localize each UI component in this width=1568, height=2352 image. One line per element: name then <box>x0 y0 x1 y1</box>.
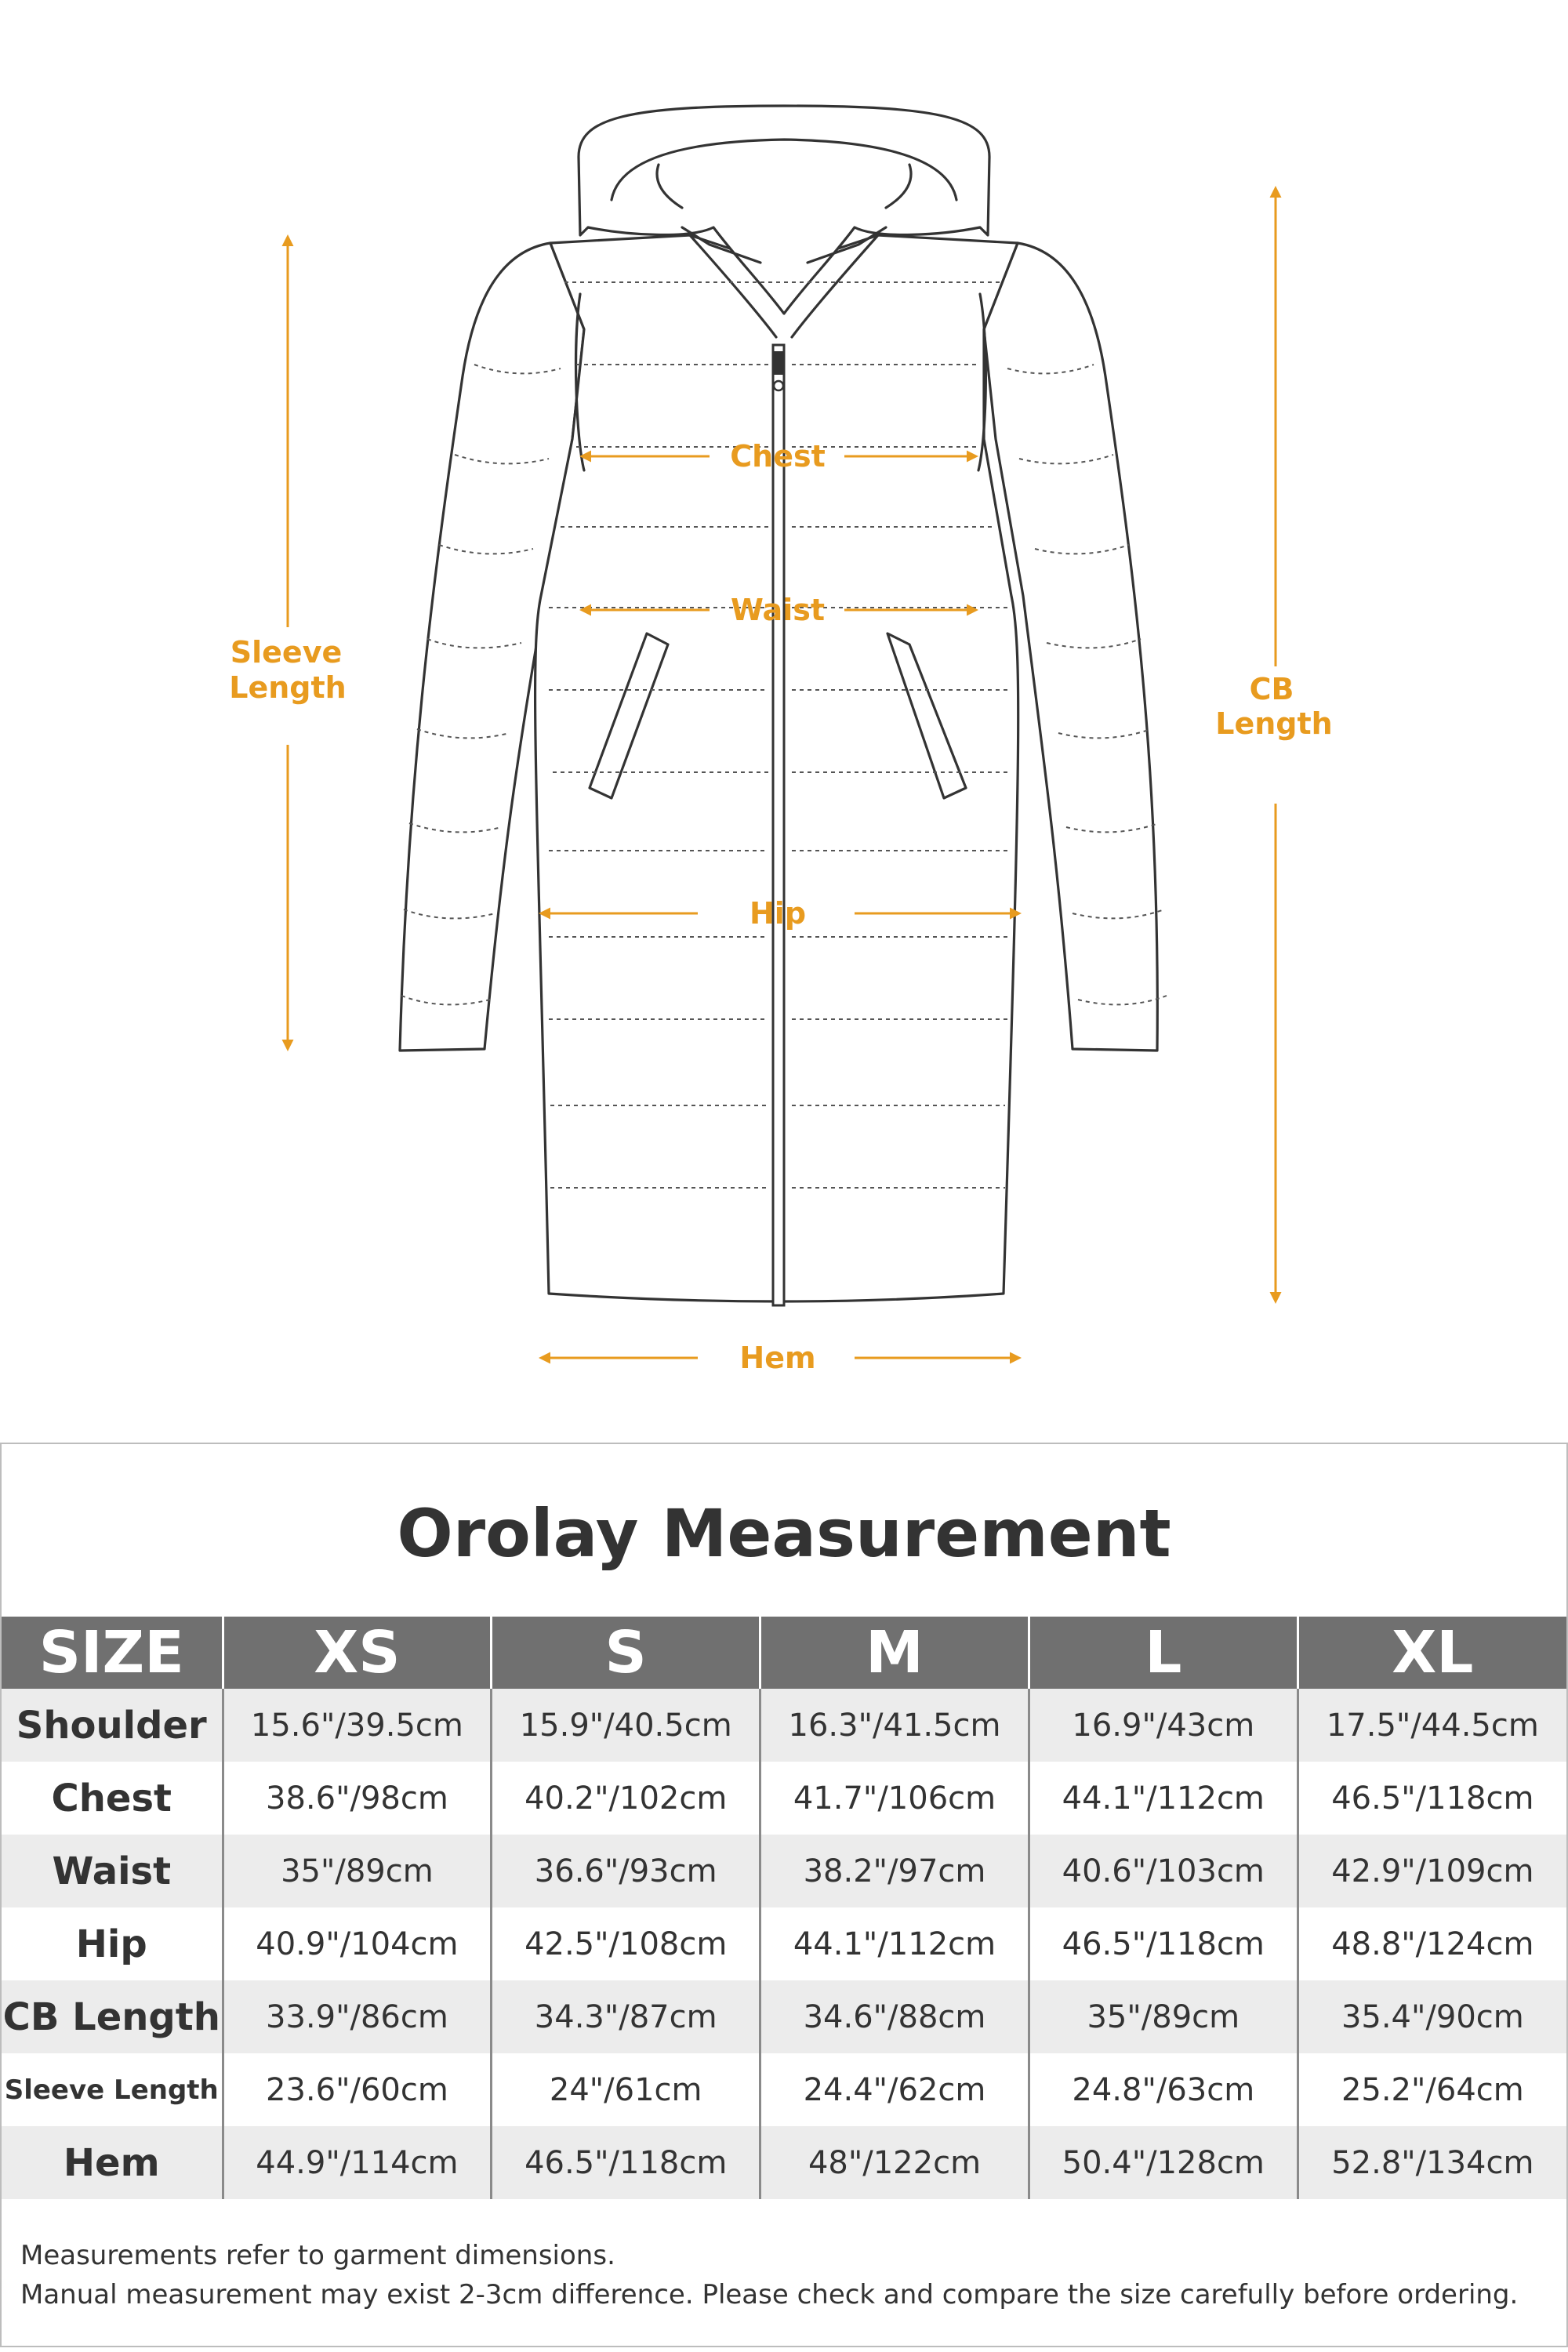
row-sleeve-length <box>2 2053 1566 2126</box>
table-cell: 40.9"/104cm <box>223 1907 492 1980</box>
notes <box>20 2236 1518 2314</box>
table-cell: 38.2"/97cm <box>760 1835 1029 1907</box>
table-cell: 42.5"/108cm <box>492 1907 760 1980</box>
table-cell: 52.8"/134cm <box>1298 2126 1566 2199</box>
header-size: SIZE <box>2 1617 223 1689</box>
table-cell: 46.5"/118cm <box>492 2126 760 2199</box>
table-cell: 24.4"/62cm <box>760 2053 1029 2126</box>
waist-label: Waist <box>730 593 826 627</box>
header-xs: XS <box>223 1617 492 1689</box>
row-label: Chest <box>2 1762 223 1835</box>
table-cell: 16.3"/41.5cm <box>760 1689 1029 1762</box>
table-cell: 48"/122cm <box>760 2126 1029 2199</box>
row-label: Sleeve Length <box>2 2053 223 2126</box>
table-cell: 36.6"/93cm <box>492 1835 760 1907</box>
sleeve-length-label-1: Sleeve <box>230 635 343 670</box>
header-l: L <box>1029 1617 1298 1689</box>
row-chest <box>2 1762 1566 1835</box>
table-cell: 46.5"/118cm <box>1298 1762 1566 1835</box>
row-label: Waist <box>2 1835 223 1907</box>
table-cell: 35"/89cm <box>223 1835 492 1907</box>
table-cell: 44.1"/112cm <box>1029 1762 1298 1835</box>
table-cell: 44.9"/114cm <box>223 2126 492 2199</box>
table-cell: 34.6"/88cm <box>760 1980 1029 2053</box>
size-table <box>2 1617 1566 2199</box>
hem-label: Hem <box>739 1341 816 1375</box>
table-cell: 35"/89cm <box>1029 1980 1298 2053</box>
row-cb-length <box>2 1980 1566 2053</box>
size-header-row <box>2 1617 1566 1689</box>
row-label: Hip <box>2 1907 223 1980</box>
cb-length-label-1: CB <box>1249 672 1294 706</box>
row-label: Hem <box>2 2126 223 2199</box>
table-cell: 41.7"/106cm <box>760 1762 1029 1835</box>
table-cell: 48.8"/124cm <box>1298 1907 1566 1980</box>
row-waist <box>2 1835 1566 1907</box>
hip-label: Hip <box>749 896 807 931</box>
table-cell: 17.5"/44.5cm <box>1298 1689 1566 1762</box>
table-cell: 44.1"/112cm <box>760 1907 1029 1980</box>
table-cell: 40.6"/103cm <box>1029 1835 1298 1907</box>
row-hip <box>2 1907 1566 1980</box>
header-m: M <box>760 1617 1029 1689</box>
row-shoulder <box>2 1689 1566 1762</box>
table-cell: 24.8"/63cm <box>1029 2053 1298 2126</box>
table-cell: 15.9"/40.5cm <box>492 1689 760 1762</box>
table-cell: 38.6"/98cm <box>223 1762 492 1835</box>
table-cell: 34.3"/87cm <box>492 1980 760 2053</box>
chart-title: Orolay Measurement <box>397 1495 1171 1572</box>
zipper-pull <box>773 351 784 375</box>
sleeve-length-label-2: Length <box>229 670 347 705</box>
table-cell: 15.6"/39.5cm <box>223 1689 492 1762</box>
table-cell: 23.6"/60cm <box>223 2053 492 2126</box>
row-label: Shoulder <box>2 1689 223 1762</box>
table-cell: 24"/61cm <box>492 2053 760 2126</box>
table-cell: 40.2"/102cm <box>492 1762 760 1835</box>
header-xl: XL <box>1298 1617 1566 1689</box>
table-cell: 35.4"/90cm <box>1298 1980 1566 2053</box>
table-cell: 50.4"/128cm <box>1029 2126 1298 2199</box>
cb-length-label-2: Length <box>1215 706 1333 741</box>
table-cell: 46.5"/118cm <box>1029 1907 1298 1980</box>
size-chart <box>0 1443 1568 2347</box>
table-cell: 33.9"/86cm <box>223 1980 492 2053</box>
header-s: S <box>492 1617 760 1689</box>
table-cell: 16.9"/43cm <box>1029 1689 1298 1762</box>
note-line: Measurements refer to garment dimensions. <box>20 2240 615 2271</box>
table-cell: 25.2"/64cm <box>1298 2053 1566 2126</box>
row-label: CB Length <box>2 1980 223 2053</box>
row-hem <box>2 2126 1566 2199</box>
chest-label: Chest <box>730 439 826 474</box>
zipper <box>773 345 784 1305</box>
table-cell: 42.9"/109cm <box>1298 1835 1566 1907</box>
note-line: Manual measurement may exist 2-3cm difference. Please check and compare the size carefully before ordering. <box>20 2279 1519 2310</box>
